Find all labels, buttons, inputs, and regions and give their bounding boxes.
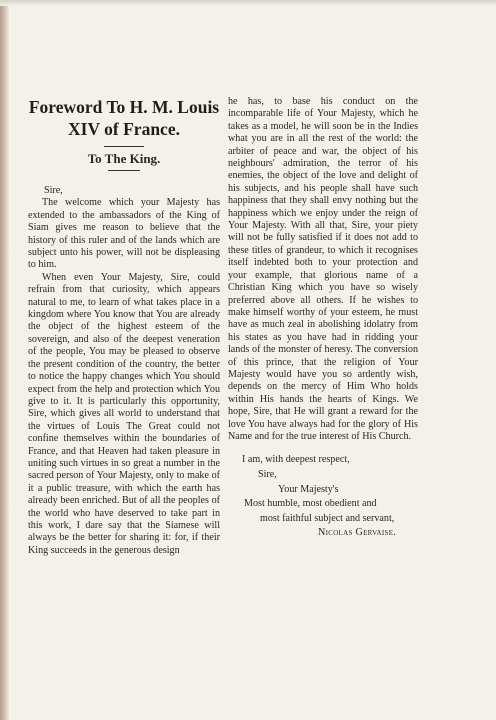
signature: Nicolas Gervaise. bbox=[318, 527, 397, 539]
page-binding-edge bbox=[0, 0, 9, 720]
subtitle-rule bbox=[108, 170, 140, 171]
title-rule bbox=[104, 146, 144, 147]
paragraph: The welcome which your Majesty has extended to the ambassadors of the King of Siam gives me reason to believe that the history of this ruler and of the lands which are subject unto his power, will not be displeasing to him. bbox=[28, 197, 220, 271]
closing-line: Most humble, most obedient and bbox=[244, 498, 377, 510]
closing-line: I am, with deepest respect, bbox=[242, 454, 350, 466]
letter-closing bbox=[228, 453, 418, 541]
closing-line: Your Majesty's bbox=[278, 483, 339, 495]
paragraph: When even Your Majesty, Sire, could refrain from that curiosity, which appears natural to me, to learn of what takes place in a kingdom where You know that You are already the object of the highest esteem of the sovereign, and also of the deepest veneration of the people, You may be pleased to observe the present condition of the country, the better to notice the happy changes which You should expect from the help and protection which You give to it. It is particularly this opportunity, Sire, which gives all world to understand that the virtues of Louis The Great could not confine themselves within the boundaries of France, and that Heaven had taken pleasure in uniting such virtues in so great a number in the sacred person of Your Majesty, only to make of it a public treasure, with which the earth has already been enriched. But of all the peoples of the world who have deserved to take part in this work, I dare say that the Siamese will always be the better for sharing it: for, if their King succeeds in the generous design bbox=[28, 271, 220, 556]
paragraph-continued: he has, to base his conduct on the incomparable life of Your Majesty, which he takes as a model, he will soon be in the Indies what you are in all the rest of the world: the arbiter of peace and war, the object of his neighbours' admiration, the terror of his enemies, the object of the love and delight of his subjects, and his people shall have such happiness that they shall envy nothing but the happiness which we enjoy under the reign of Your Majesty. With all that, Sire, your piety will not be fully satisfied if it does not add to these titles of grandeur, to which it recognises itself indebted both to your protection and your example, that glorious name of a Christian King which you have so wisely preferred above all others. If he wishes to make himself worthy of your esteem, he must have as much zeal in abolishing idolatry from his states as you have had in ridding your lands of the monster of heresy. The conversion of this prince, that the religion of Your Majesty would have you so ardently wish, depends on the mercy of Him Who holds within His hands the hearts of Kings. We hope, Sire, that He will grant a reward for the love You have always had for the glory of His Name and for the true interest of His Church. bbox=[228, 96, 418, 442]
left-column bbox=[28, 96, 220, 557]
salutation: Sire, bbox=[44, 185, 63, 196]
right-column bbox=[228, 96, 418, 541]
foreword-title: Foreword To H. M. Louis XIV of France. bbox=[28, 97, 220, 139]
closing-line: most faithful subject and servant, bbox=[260, 512, 395, 524]
page-top-edge bbox=[0, 0, 496, 6]
closing-line: Sire, bbox=[258, 468, 277, 480]
foreword-subtitle: To The King. bbox=[87, 151, 161, 166]
